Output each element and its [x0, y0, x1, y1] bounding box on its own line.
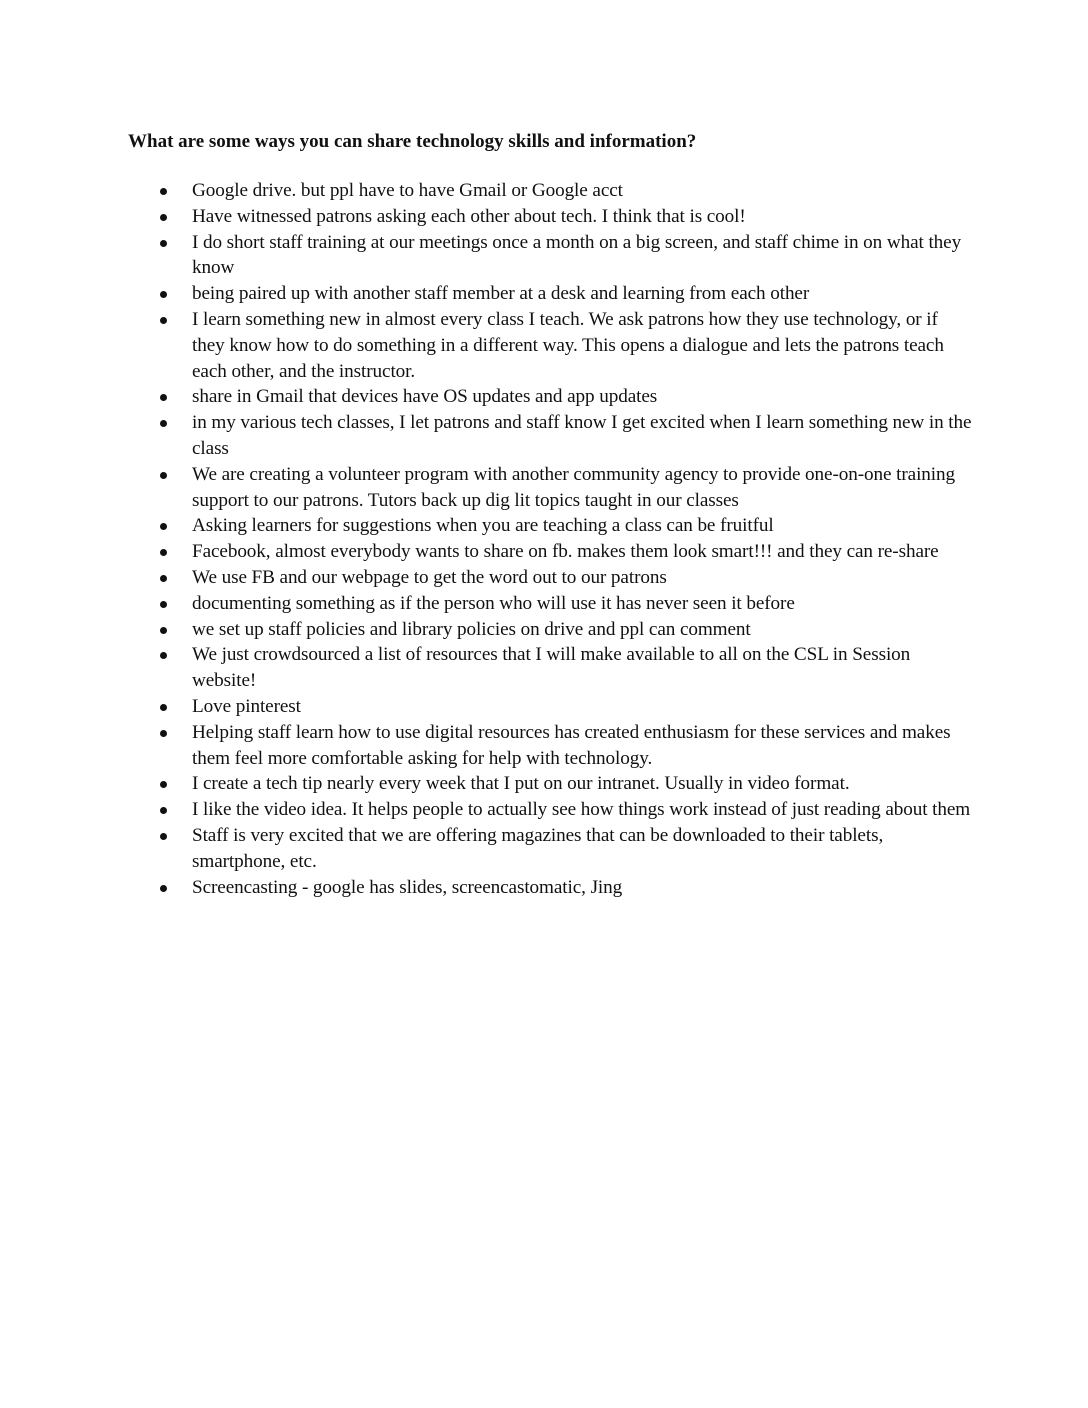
- list-item: [0, 539, 972, 565]
- list-item-text: Have witnessed patrons asking each other about tech. I think that is cool!: [192, 205, 746, 227]
- bullet-icon: [160, 214, 167, 221]
- bullet-icon: [160, 730, 167, 737]
- list-item: [0, 797, 972, 823]
- list-item: [0, 281, 972, 307]
- list-item: [0, 513, 972, 539]
- bullet-icon: [160, 472, 167, 479]
- bullet-icon: [160, 420, 167, 427]
- list-item: [0, 642, 972, 694]
- list-item: [0, 591, 972, 617]
- bullet-icon: [160, 549, 167, 556]
- list-item: [0, 230, 972, 282]
- list-item-text: Facebook, almost everybody wants to share on fb. makes them look smart!!! and they can re-share: [192, 541, 939, 563]
- list-item-text: documenting something as if the person who will use it has never seen it before: [192, 592, 795, 614]
- bullet-icon: [160, 394, 167, 401]
- document-heading: What are some ways you can share technology skills and information?: [128, 131, 697, 152]
- bullet-icon: [160, 704, 167, 711]
- list-item: [0, 771, 972, 797]
- list-item: [0, 307, 972, 384]
- list-item-text: we set up staff policies and library policies on drive and ppl can comment: [192, 618, 751, 640]
- list-item-text: Asking learners for suggestions when you are teaching a class can be fruitful: [192, 515, 774, 537]
- bullet-icon: [160, 885, 167, 892]
- list-item: [0, 823, 972, 875]
- bullet-icon: [160, 317, 167, 324]
- list-item: [0, 384, 972, 410]
- list-item: [0, 720, 972, 772]
- list-item-text: Helping staff learn how to use digital resources has created enthusiasm for these services and makes them feel more comfortable asking for help with technology.: [192, 721, 951, 769]
- bullet-icon: [160, 833, 167, 840]
- bullet-icon: [160, 627, 167, 634]
- list-item: [0, 694, 972, 720]
- list-item-text: I do short staff training at our meetings once a month on a big screen, and staff chime in on what they know: [192, 231, 962, 279]
- list-item-text: being paired up with another staff member at a desk and learning from each other: [192, 283, 810, 305]
- list-item-text: Love pinterest: [192, 695, 301, 717]
- list-item-text: Staff is very excited that we are offering magazines that can be downloaded to their tablets, smartphone, etc.: [192, 824, 884, 872]
- list-item-text: We are creating a volunteer program with another community agency to provide one-on-one training support to our patrons. Tutors back up dig lit topics taught in our classes: [192, 463, 956, 511]
- list-item: [0, 875, 972, 901]
- bullet-icon: [160, 807, 167, 814]
- list-item-text: Screencasting - google has slides, screencastomatic, Jing: [192, 876, 623, 898]
- bullet-icon: [160, 781, 167, 788]
- response-list: [0, 178, 1088, 900]
- list-item: [0, 178, 972, 204]
- list-item-text: I create a tech tip nearly every week that I put on our intranet. Usually in video format.: [192, 773, 850, 795]
- list-item-text: in my various tech classes, I let patrons and staff know I get excited when I learn something new in the class: [192, 412, 972, 459]
- list-item-text: We just crowdsourced a list of resources that I will make available to all on the CSL in Session website!: [192, 644, 911, 692]
- bullet-icon: [160, 291, 167, 298]
- list-item: [0, 204, 972, 230]
- bullet-icon: [160, 652, 167, 659]
- bullet-icon: [160, 523, 167, 530]
- bullet-icon: [160, 240, 167, 247]
- list-item-text: I learn something new in almost every class I teach. We ask patrons how they use technology, or if they know how to do something in a different way. This opens a dialogue and lets the patrons teach each other, and the instructor.: [192, 308, 944, 382]
- list-item: [0, 410, 972, 462]
- bullet-icon: [160, 575, 167, 582]
- bullet-icon: [160, 601, 167, 608]
- list-item-text: share in Gmail that devices have OS updates and app updates: [192, 386, 658, 408]
- list-item: [0, 462, 972, 514]
- list-item-text: I like the video idea. It helps people to actually see how things work instead of just reading about them: [192, 799, 971, 821]
- list-item: [0, 617, 972, 643]
- list-item-text: We use FB and our webpage to get the word out to our patrons: [192, 566, 667, 588]
- list-item-text: Google drive. but ppl have to have Gmail or Google acct: [192, 180, 623, 201]
- list-item: [0, 565, 972, 591]
- bullet-icon: [160, 188, 167, 195]
